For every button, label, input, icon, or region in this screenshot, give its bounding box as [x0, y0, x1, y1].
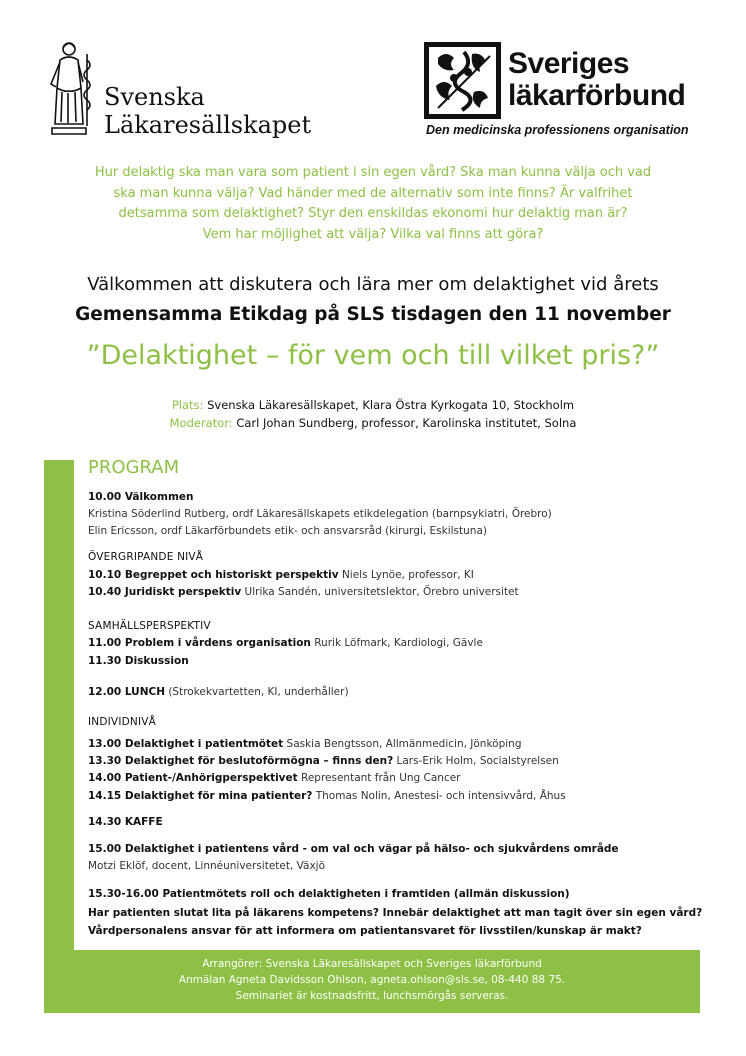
venue-moderator-row: [60, 414, 686, 432]
program-row: 12.00 LUNCH (Strokekvartetten, KI, underhåller): [88, 686, 349, 698]
seminar-headline: ”Delaktighet – för vem och till vilket pris?”: [86, 340, 660, 371]
program-row: Elin Ericsson, ordf Läkarförbundets etik- och ansvarsråd (kirurgi, Eskilstuna): [88, 525, 487, 537]
intro-line: Hur delaktig ska man vara som patient i sin egen vård? Ska man kunna välja och vad: [94, 165, 652, 180]
event-title: Gemensamma Etikdag på SLS tisdagen den 11 november: [75, 304, 671, 325]
program-row: Vårdpersonalens ansvar för att informera om patientansvaret för livsstilen/kunskap är makt?: [88, 925, 642, 937]
program-row: 14.15 Delaktighet för mina patienter? Thomas Nolin, Anestesi- och intensivvård, Åhus: [88, 790, 566, 802]
program-row: Motzi Eklöf, docent, Linnéuniversitetet, Växjö: [88, 860, 326, 872]
program-accent-bar: [44, 460, 74, 950]
sls-name-line1: Svenska: [104, 83, 205, 111]
program-row: 11.00 Problem i vårdens organisation Rurik Löfmark, Kardiologi, Gävle: [88, 637, 483, 649]
program-row: 15.00 Delaktighet i patientens vård - om val och vägar på hälso- och sjukvårdens område: [88, 843, 619, 855]
footer-registration: Anmälan Agneta Davidsson Ohlson, agneta.ohlson@sls.se, 08-440 88 75.: [178, 974, 566, 986]
program-title: PROGRAM: [88, 457, 180, 478]
moderator-value: Carl Johan Sundberg, professor, Karolinska institutet, Solna: [236, 416, 577, 430]
program-row: Har patienten slutat lita på läkarens kompetens? Innebär delaktighet att man tagit över sin egen vård?: [88, 907, 703, 919]
venue-place-row: [60, 396, 686, 414]
slf-name-line2: läkarförbund: [508, 79, 686, 112]
intro-line: ska man kunna välja? Vad händer med de alternativ som inte finns? Är valfrihet: [113, 185, 633, 201]
footer-cost-note: Seminariet är kostnadsfritt, lunchsmörgås serveras.: [235, 990, 509, 1002]
intro-line: detsamma som delaktighet? Styr den enskildas ekonomi hur delaktig man är?: [118, 206, 628, 221]
intro-line: Vem har möjlighet att välja? Vilka val finns att göra?: [202, 226, 544, 242]
program-row: 13.00 Delaktighet i patientmötet Saskia Bengtsson, Allmänmedicin, Jönköping: [88, 738, 522, 750]
program-row: 10.00 Välkommen: [88, 491, 194, 503]
sls-logo: [40, 40, 310, 140]
footer-info: [44, 950, 700, 1013]
welcome-text: Välkommen att diskutera och lära mer om delaktighet vid årets: [87, 274, 659, 295]
program-section-heading: INDIVIDNIVÅ: [88, 716, 157, 728]
slf-logo: [424, 42, 709, 142]
intro-questions: [60, 163, 686, 245]
program-row: 15.30-16.00 Patientmötets roll och delaktigheten i framtiden (allmän diskussion): [88, 888, 570, 900]
sls-name-line2: Läkaresällskapet: [104, 111, 312, 139]
slf-tagline: Den medicinska professionens organisation: [426, 123, 689, 137]
program-row: 14.00 Patient-/Anhörigperspektivet Representant från Ung Cancer: [88, 772, 461, 784]
program-row: 11.30 Diskussion: [88, 655, 189, 667]
footer-organizers: Arrangörer: Svenska Läkaresällskapet och Sveriges läkarförbund: [202, 958, 542, 970]
program-section-heading: SAMHÄLLSPERSPEKTIV: [88, 620, 211, 632]
oak-and-serpent-emblem-icon: [424, 42, 501, 119]
program-row: Kristina Söderlind Rutberg, ordf Läkaresällskapets etikdelegation (barnpsykiatri, Örebro): [88, 508, 552, 520]
slf-name-line1: Sveriges: [508, 47, 630, 80]
program-row: 10.40 Juridiskt perspektiv Ulrika Sandén, universitetslektor, Örebro universitet: [88, 586, 519, 598]
place-label: Plats:: [171, 398, 204, 412]
asclepius-statue-icon: [40, 40, 98, 138]
program-row: 13.30 Delaktighet för beslutoförmögna – finns den? Lars-Erik Holm, Socialstyrelsen: [88, 755, 559, 767]
moderator-label: Moderator:: [169, 416, 233, 430]
place-value: Svenska Läkaresällskapet, Klara Östra Kyrkogata 10, Stockholm: [207, 398, 575, 412]
program-section-heading: ÖVERGRIPANDE NIVÅ: [88, 551, 204, 563]
program-row: 10.10 Begreppet och historiskt perspektiv Niels Lynöe, professor, KI: [88, 569, 474, 581]
program-row: 14.30 KAFFE: [88, 816, 163, 828]
venue-info: [60, 396, 686, 432]
